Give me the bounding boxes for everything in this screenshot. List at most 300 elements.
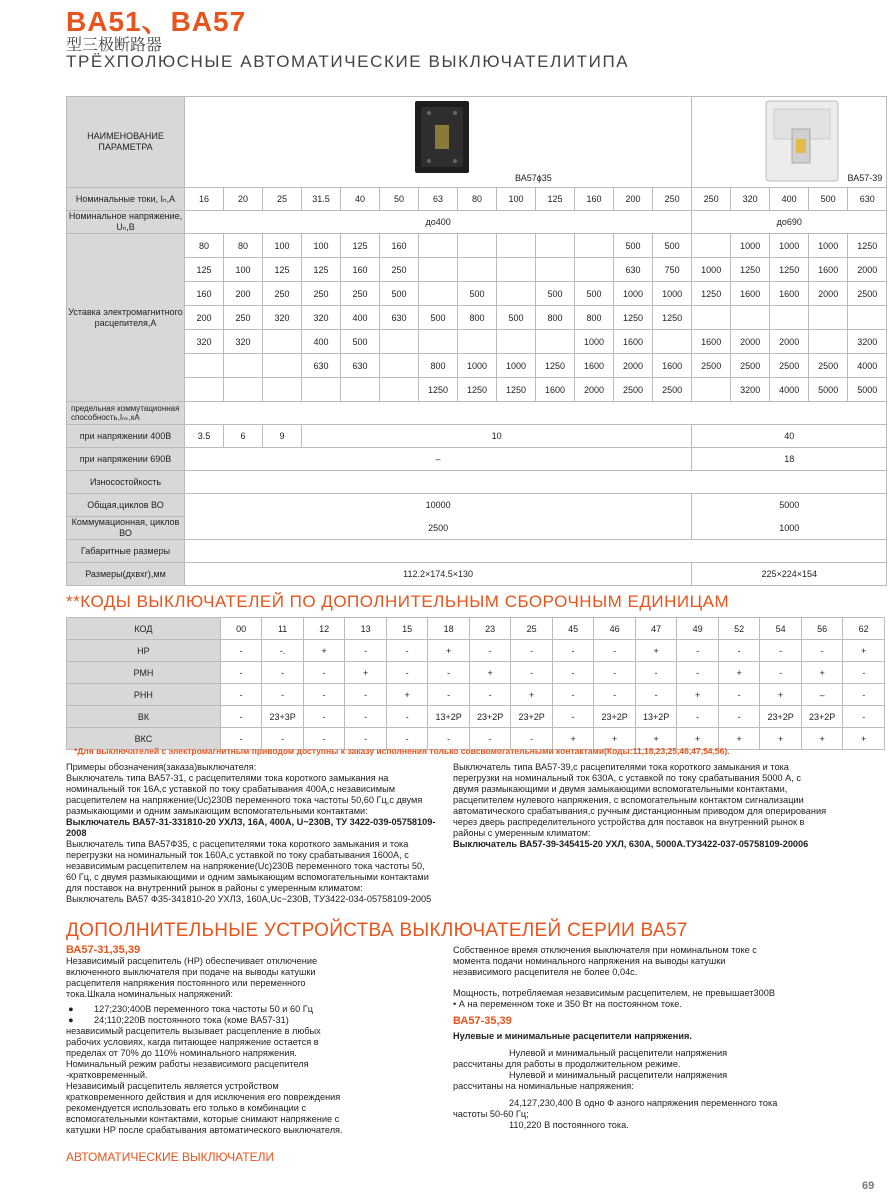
setting-cell: 80 xyxy=(185,234,224,258)
at400-label: при напряжении 400В xyxy=(67,425,185,448)
subtitle-chinese: 型三极断路器 xyxy=(66,37,163,54)
setting-cell xyxy=(809,330,848,354)
setting-cell: 1600 xyxy=(770,282,809,306)
setting-cell xyxy=(458,258,497,282)
setting-cell: 320 xyxy=(302,306,341,330)
cell: 320 xyxy=(731,188,770,211)
codes-header-cell: 18 xyxy=(428,618,470,640)
at690-label: при напряжении 690В xyxy=(67,448,185,471)
spec-table xyxy=(66,96,887,586)
setting-cell: 320 xyxy=(263,306,302,330)
codes-cell: 23+2Р xyxy=(469,706,511,728)
devices-text: 24,127,230,400 В одно Ф азного напряжения переменного тока частоты 50-60 Гц; xyxy=(453,1098,778,1119)
setting-cell: 1600 xyxy=(536,378,575,402)
example-text: Выключатель типа ВА57Ф35, с расцепителями тока короткого замыкания и тока перегрузки на номинальный ток 160А,с уставкой по току срабатывания 1600А, с независимым расцепителем на напряжение(Uc)230В переменного тока частоты 50, 60 Гц, с двумя размыкающими и одним замыкающим вспомогательными контактами для поставок на внутренний рынок в районы с умеренным климатом: xyxy=(66,839,429,893)
total-label: Общая,циклов ВО xyxy=(67,494,185,517)
codes-cell: - xyxy=(345,640,387,662)
codes-cell: - xyxy=(552,684,594,706)
devices-text: Нулевые и минимальные расцепители напряжения. xyxy=(453,1031,692,1041)
codes-cell: - xyxy=(262,684,304,706)
setting-cell: 2500 xyxy=(614,378,653,402)
setting-row xyxy=(67,330,887,354)
cell: 112.2×174.5×130 xyxy=(185,563,692,586)
setting-cell xyxy=(419,258,458,282)
cell: 100 xyxy=(497,188,536,211)
setting-cell: 1000 xyxy=(692,258,731,282)
bullet-text: 24;110;220В постоянного тока (коме ВА57-31) xyxy=(94,1015,289,1025)
setting-cell xyxy=(419,282,458,306)
codes-cell: - xyxy=(262,728,304,750)
codes-cell: + xyxy=(718,728,760,750)
breaking-label: предельная коммутационная способность,Iₙₖ,кА xyxy=(67,402,185,425)
codes-cell: - xyxy=(718,640,760,662)
codes-cell: - xyxy=(469,640,511,662)
devices-text: Собственное время отключения выключателя при номинальном токе с момента подачи номинального напряжения на выводы катушки независимого расцепителя не более 0,04с. xyxy=(453,945,757,977)
setting-cell: 2500 xyxy=(770,354,809,378)
setting-cell xyxy=(185,354,224,378)
setting-cell: 1600 xyxy=(692,330,731,354)
setting-cell: 800 xyxy=(419,354,458,378)
setting-cell: 250 xyxy=(341,282,380,306)
codes-cell: - xyxy=(428,684,470,706)
codes-cell: – xyxy=(801,684,843,706)
codes-header-cell: 23 xyxy=(469,618,511,640)
cell: 63 xyxy=(419,188,458,211)
setting-cell: 250 xyxy=(224,306,263,330)
codes-cell: - xyxy=(345,706,387,728)
codes-cell: + xyxy=(469,662,511,684)
voltage-cell: до690 xyxy=(692,211,887,234)
setting-cell: 80 xyxy=(224,234,263,258)
setting-cell: 1600 xyxy=(614,330,653,354)
codes-header-cell: 54 xyxy=(760,618,802,640)
cell: 20 xyxy=(224,188,263,211)
page-title: BA51、BA57 xyxy=(66,6,247,37)
codes-row xyxy=(67,640,885,662)
setting-cell: 125 xyxy=(263,258,302,282)
codes-cell: + xyxy=(303,640,345,662)
setting-cell: 1000 xyxy=(575,330,614,354)
codes-cell: 23+2Р xyxy=(511,706,553,728)
codes-cell: 23+3Р xyxy=(262,706,304,728)
page-number: 69 xyxy=(862,1180,875,1192)
setting-cell xyxy=(302,378,341,402)
devices-text: Независимый расцепитель (НР) обеспечивает отключение включенного выключателя при подаче на выводы катушки расцепителя напряжения постоянного или переменного тока.Шкала номинальных напряжений: xyxy=(66,956,318,999)
cell: 50 xyxy=(380,188,419,211)
model1-cell xyxy=(185,97,692,188)
setting-cell xyxy=(263,354,302,378)
setting-label: Уставка электромагнитного расцепителя,А xyxy=(67,234,185,402)
codes-cell: - xyxy=(801,640,843,662)
devices-title: ДОПОЛНИТЕЛЬНЫЕ УСТРОЙСТВА ВЫКЛЮЧАТЕЛЕЙ СЕРИИ ВА57 xyxy=(66,920,688,941)
codes-cell: - xyxy=(303,684,345,706)
cell: 3.5 xyxy=(185,425,224,448)
setting-cell xyxy=(536,330,575,354)
codes-header-cell: 45 xyxy=(552,618,594,640)
devices-text: Независимый расцепитель является устройством кратковременного действия и для исключения его повреждения рекомендуется использовать его только в комбинации с вспомогательными контактами, которые снимают напряжение с катушки НР после срабатывания автоматического выключателя. xyxy=(66,1081,343,1135)
codes-header-cell: 56 xyxy=(801,618,843,640)
setting-cell: 1000 xyxy=(809,234,848,258)
setting-cell: 500 xyxy=(536,282,575,306)
model1-caption: ВА57ϕ35 xyxy=(515,173,552,183)
setting-cell: 100 xyxy=(302,234,341,258)
setting-cell: 2000 xyxy=(848,258,887,282)
examples-right xyxy=(453,762,827,850)
setting-cell xyxy=(341,378,380,402)
codes-cell: - xyxy=(718,706,760,728)
size-label: Размеры(дхвхг),мм xyxy=(67,563,185,586)
breaker-va57-35-image xyxy=(415,101,475,179)
setting-cell: 1000 xyxy=(731,234,770,258)
setting-cell xyxy=(497,282,536,306)
setting-cell: 1250 xyxy=(848,234,887,258)
codes-cell: - xyxy=(428,662,470,684)
setting-cell: 1250 xyxy=(497,378,536,402)
codes-cell: + xyxy=(843,640,885,662)
rated-current-label: Номинальные токи, Iₙ,А xyxy=(67,188,185,211)
codes-cell: - xyxy=(303,706,345,728)
setting-cell: 630 xyxy=(341,354,380,378)
example-code-text: Выключатель ВА57-39-345415-20 УХЛ, 630А, 5000А.ТУ3422-037-05758109-20006 xyxy=(453,839,809,849)
codes-cell: 13+2Р xyxy=(428,706,470,728)
codes-cell: - xyxy=(843,684,885,706)
codes-cell: - xyxy=(594,684,636,706)
devices-text: Мощность, потребляемая независимым расцепителем, не превышает300В • А на переменном токе и 350 Вт на постоянном токе. xyxy=(453,988,775,1009)
examples-left xyxy=(66,762,436,905)
setting-cell: 400 xyxy=(302,330,341,354)
setting-cell xyxy=(692,378,731,402)
codes-cell: - xyxy=(386,706,428,728)
setting-cell: 800 xyxy=(575,306,614,330)
cell: 1000 xyxy=(692,517,887,540)
codes-header-cell: 47 xyxy=(635,618,677,640)
setting-cell xyxy=(458,234,497,258)
setting-cell xyxy=(770,306,809,330)
codes-header-cell: 13 xyxy=(345,618,387,640)
cell: 125 xyxy=(536,188,575,211)
example-code xyxy=(66,817,436,839)
setting-cell xyxy=(497,330,536,354)
setting-cell: 500 xyxy=(575,282,614,306)
model2-caption: ВА57-39 xyxy=(847,173,883,183)
devices-left xyxy=(66,945,352,1136)
codes-cell: - xyxy=(262,662,304,684)
devices-subtitle-1: ВА57-31,35,39 xyxy=(66,944,141,956)
setting-cell xyxy=(419,234,458,258)
codes-cell: - xyxy=(843,662,885,684)
setting-cell: 1600 xyxy=(731,282,770,306)
setting-cell xyxy=(575,258,614,282)
codes-cell: - xyxy=(303,662,345,684)
bullet-icon: ● xyxy=(68,1004,74,1014)
setting-cell: 400 xyxy=(341,306,380,330)
setting-cell xyxy=(497,234,536,258)
example-intro: Примеры обозначения(заказа)выключателя: xyxy=(66,762,257,772)
setting-cell: 500 xyxy=(614,234,653,258)
setting-cell: 1250 xyxy=(614,306,653,330)
cell: 225×224×154 xyxy=(692,563,887,586)
setting-cell xyxy=(185,378,224,402)
codes-cell: + xyxy=(760,728,802,750)
setting-cell: 2000 xyxy=(809,282,848,306)
blank-cell xyxy=(185,540,887,563)
codes-cell: - xyxy=(345,728,387,750)
setting-cell xyxy=(224,354,263,378)
codes-cell: - xyxy=(635,662,677,684)
setting-cell: 1250 xyxy=(419,378,458,402)
codes-row-label: РНН xyxy=(67,684,221,706)
setting-cell: 160 xyxy=(380,234,419,258)
cell: 40 xyxy=(341,188,380,211)
codes-header-cell: 62 xyxy=(843,618,885,640)
codes-cell: + xyxy=(635,640,677,662)
codes-cell: - xyxy=(469,684,511,706)
setting-cell: 1000 xyxy=(653,282,692,306)
cell: 400 xyxy=(770,188,809,211)
breaker-va57-39-image xyxy=(764,99,844,183)
setting-cell xyxy=(380,330,419,354)
setting-cell: 800 xyxy=(536,306,575,330)
codes-cell: + xyxy=(345,662,387,684)
setting-cell: 1000 xyxy=(770,234,809,258)
codes-cell: + xyxy=(386,684,428,706)
codes-header-cell: 15 xyxy=(386,618,428,640)
codes-table xyxy=(66,617,885,750)
footer-section-label: АВТОМАТИЧЕСКИЕ ВЫКЛЮЧАТЕЛИ xyxy=(66,1150,275,1164)
setting-cell: 1250 xyxy=(458,378,497,402)
setting-cell: 200 xyxy=(185,306,224,330)
cell: 10000 xyxy=(185,494,692,517)
setting-cell: 100 xyxy=(224,258,263,282)
setting-cell: 200 xyxy=(224,282,263,306)
codes-header-cell: 52 xyxy=(718,618,760,640)
param-header: НАИМЕНОВАНИЕ ПАРАМЕТРА xyxy=(67,97,185,188)
codes-cell: -. xyxy=(262,640,304,662)
codes-cell: + xyxy=(594,728,636,750)
cell: 250 xyxy=(692,188,731,211)
setting-cell: 125 xyxy=(341,234,380,258)
setting-cell xyxy=(380,378,419,402)
setting-cell: 3200 xyxy=(731,378,770,402)
codes-cell: + xyxy=(552,728,594,750)
codes-cell: 23+2Р xyxy=(801,706,843,728)
setting-cell xyxy=(536,234,575,258)
setting-cell: 1250 xyxy=(731,258,770,282)
devices-right xyxy=(453,945,778,1131)
codes-cell: + xyxy=(677,684,719,706)
setting-cell xyxy=(653,330,692,354)
example-text: Выключатель типа ВА57-39,с расцепителями тока короткого замыкания и тока перегрузки на номинальный ток 630А, с уставкой по току срабатывания 5000 А, с двумя размыкающими и двумя замыкающими вспомогательными контактами, расцепителем нулевого напряжения, с вспомогательным контактом сигнализации автоматического срабатывания,с ручным дистанционным приводом для оперирования через дверь распределительного устройства для поставок на внутренний рынок в районы с умеренным климатом: xyxy=(453,762,827,838)
setting-cell: 1600 xyxy=(653,354,692,378)
setting-cell: 320 xyxy=(224,330,263,354)
codes-cell: + xyxy=(760,684,802,706)
setting-cell: 2000 xyxy=(575,378,614,402)
codes-cell: - xyxy=(552,662,594,684)
rated-voltage-label: Номинальное напряжение, Uₙ,В xyxy=(67,211,185,234)
rated-current-row xyxy=(67,188,887,211)
setting-cell: 2500 xyxy=(731,354,770,378)
codes-header-cell: 49 xyxy=(677,618,719,640)
setting-cell: 1600 xyxy=(575,354,614,378)
setting-cell xyxy=(692,234,731,258)
setting-cell: 3200 xyxy=(848,330,887,354)
setting-cell: 5000 xyxy=(809,378,848,402)
codes-cell: - xyxy=(428,728,470,750)
cell: 2500 xyxy=(185,517,692,540)
codes-cell: - xyxy=(386,662,428,684)
codes-cell: + xyxy=(718,662,760,684)
setting-cell xyxy=(848,306,887,330)
codes-cell: - xyxy=(220,662,262,684)
codes-row-label: РМН xyxy=(67,662,221,684)
setting-cell: 1000 xyxy=(614,282,653,306)
setting-cell: 2500 xyxy=(809,354,848,378)
codes-header-cell: 00 xyxy=(220,618,262,640)
setting-cell: 500 xyxy=(653,234,692,258)
codes-cell: + xyxy=(801,662,843,684)
setting-cell: 500 xyxy=(419,306,458,330)
setting-cell xyxy=(224,378,263,402)
setting-cell xyxy=(419,330,458,354)
setting-cell: 125 xyxy=(302,258,341,282)
bullet-icon: ● xyxy=(68,1015,74,1025)
cell: 630 xyxy=(848,188,887,211)
setting-cell xyxy=(575,234,614,258)
setting-cell: 630 xyxy=(380,306,419,330)
codes-rows xyxy=(67,640,885,750)
codes-cell: - xyxy=(220,728,262,750)
codes-cell: 23+2Р xyxy=(760,706,802,728)
codes-row-label: НР xyxy=(67,640,221,662)
setting-row xyxy=(67,378,887,402)
voltage-cell: до400 xyxy=(185,211,692,234)
setting-row xyxy=(67,282,887,306)
cell: – xyxy=(185,448,692,471)
setting-cell: 1250 xyxy=(536,354,575,378)
setting-cell: 160 xyxy=(341,258,380,282)
codes-row-label: ВКС xyxy=(67,728,221,750)
example-code-text: Выключатель ВА57-31-331810-20 УХЛЗ, 16А, 400А, U~230В, ТУ 3422-039-05758109-2008 xyxy=(66,817,436,838)
codes-cell: + xyxy=(801,728,843,750)
subtitle-russian: ТРЁХПОЛЮСНЫЕ АВТОМАТИЧЕСКИЕ ВЫКЛЮЧАТЕЛИТИПА xyxy=(66,52,630,71)
cell: 25 xyxy=(263,188,302,211)
setting-cell: 500 xyxy=(341,330,380,354)
codes-row-label: ВК xyxy=(67,706,221,728)
codes-row xyxy=(67,662,885,684)
bullet-item xyxy=(66,1015,352,1026)
codes-cell: 13+2Р xyxy=(635,706,677,728)
codes-row xyxy=(67,684,885,706)
setting-cell: 4000 xyxy=(848,354,887,378)
setting-cell xyxy=(809,306,848,330)
codes-cell: - xyxy=(386,728,428,750)
setting-cell xyxy=(263,330,302,354)
codes-header-row xyxy=(67,618,885,640)
setting-cell: 160 xyxy=(185,282,224,306)
rated-voltage-row xyxy=(67,211,887,234)
codes-cell: - xyxy=(345,684,387,706)
setting-cell: 2000 xyxy=(731,330,770,354)
setting-cell: 500 xyxy=(458,282,497,306)
codes-cell: 23+2Р xyxy=(594,706,636,728)
codes-cell: + xyxy=(635,728,677,750)
cell: 16 xyxy=(185,188,224,211)
setting-row xyxy=(67,234,887,258)
setting-cell: 250 xyxy=(302,282,341,306)
codes-cell: - xyxy=(677,706,719,728)
setting-cell: 250 xyxy=(263,282,302,306)
setting-cell: 125 xyxy=(185,258,224,282)
codes-cell: - xyxy=(760,640,802,662)
blank-cell xyxy=(185,471,887,494)
codes-title: **КОДЫ ВЫКЛЮЧАТЕЛЕЙ ПО ДОПОЛНИТЕЛЬНЫМ СБОРОЧНЫМ ЕДИНИЦАМ xyxy=(66,592,730,611)
cell: 6 xyxy=(224,425,263,448)
setting-cell xyxy=(692,306,731,330)
codes-cell: + xyxy=(428,640,470,662)
codes-header-cell: 46 xyxy=(594,618,636,640)
example-code xyxy=(453,839,827,850)
codes-cell: - xyxy=(594,640,636,662)
codes-cell: - xyxy=(386,640,428,662)
setting-cell: 500 xyxy=(380,282,419,306)
codes-cell: - xyxy=(511,662,553,684)
codes-cell: - xyxy=(220,640,262,662)
setting-cell xyxy=(536,258,575,282)
codes-cell: + xyxy=(511,684,553,706)
codes-cell: - xyxy=(552,640,594,662)
devices-text: Нулевой и минимальный расцепители напряжения рассчитаны для работы в продолжительном режиме. xyxy=(453,1048,728,1069)
setting-row xyxy=(67,258,887,282)
codes-cell: - xyxy=(677,640,719,662)
setting-cell: 1000 xyxy=(458,354,497,378)
codes-cell: - xyxy=(552,706,594,728)
setting-cell: 250 xyxy=(380,258,419,282)
cell: 5000 xyxy=(692,494,887,517)
codes-header-cell: 25 xyxy=(511,618,553,640)
codes-cell: + xyxy=(677,728,719,750)
cell: 500 xyxy=(809,188,848,211)
codes-header-cell: 11 xyxy=(262,618,304,640)
setting-cell xyxy=(731,306,770,330)
codes-cell: - xyxy=(511,640,553,662)
example-code: Выключатель ВА57 Ф35-341810-20 УХЛЗ, 160А,Uc~230В, ТУ3422-034-05758109-2005 xyxy=(66,894,432,904)
codes-cell: - xyxy=(594,662,636,684)
setting-cell: 2500 xyxy=(692,354,731,378)
blank-cell xyxy=(185,402,887,425)
bullet-text: 127;230;400В переменного тока частоты 50 и 60 Гц xyxy=(94,1004,314,1014)
setting-cell: 630 xyxy=(302,354,341,378)
setting-cell: 2000 xyxy=(770,330,809,354)
model2-cell xyxy=(692,97,887,188)
setting-rows xyxy=(67,234,887,402)
setting-cell xyxy=(458,330,497,354)
codes-cell: - xyxy=(635,684,677,706)
codes-note: *Для выключателей с электромагнитным приводом доступны к заказу исполнения только совсвомогательными контактами(Коды:11,18,23,25,46,47,54,56). xyxy=(74,746,730,756)
codes-cell: - xyxy=(220,684,262,706)
setting-cell xyxy=(497,258,536,282)
setting-cell: 800 xyxy=(458,306,497,330)
setting-cell: 5000 xyxy=(848,378,887,402)
codes-header-label: КОД xyxy=(67,618,221,640)
bullet-item xyxy=(66,1004,352,1015)
codes-cell: - xyxy=(469,728,511,750)
cell: 10 xyxy=(302,425,692,448)
setting-cell: 750 xyxy=(653,258,692,282)
devices-text: независимый расцепитель вызывает расцепление в любых рабочих условиях, кагда питающее напряжение остается в пределах от 70% до 110% номинального напряжения. Номинальный режим работы независимого расцепителя -кратковременный. xyxy=(66,1026,321,1080)
setting-cell: 1250 xyxy=(770,258,809,282)
setting-cell: 100 xyxy=(263,234,302,258)
setting-cell: 320 xyxy=(185,330,224,354)
